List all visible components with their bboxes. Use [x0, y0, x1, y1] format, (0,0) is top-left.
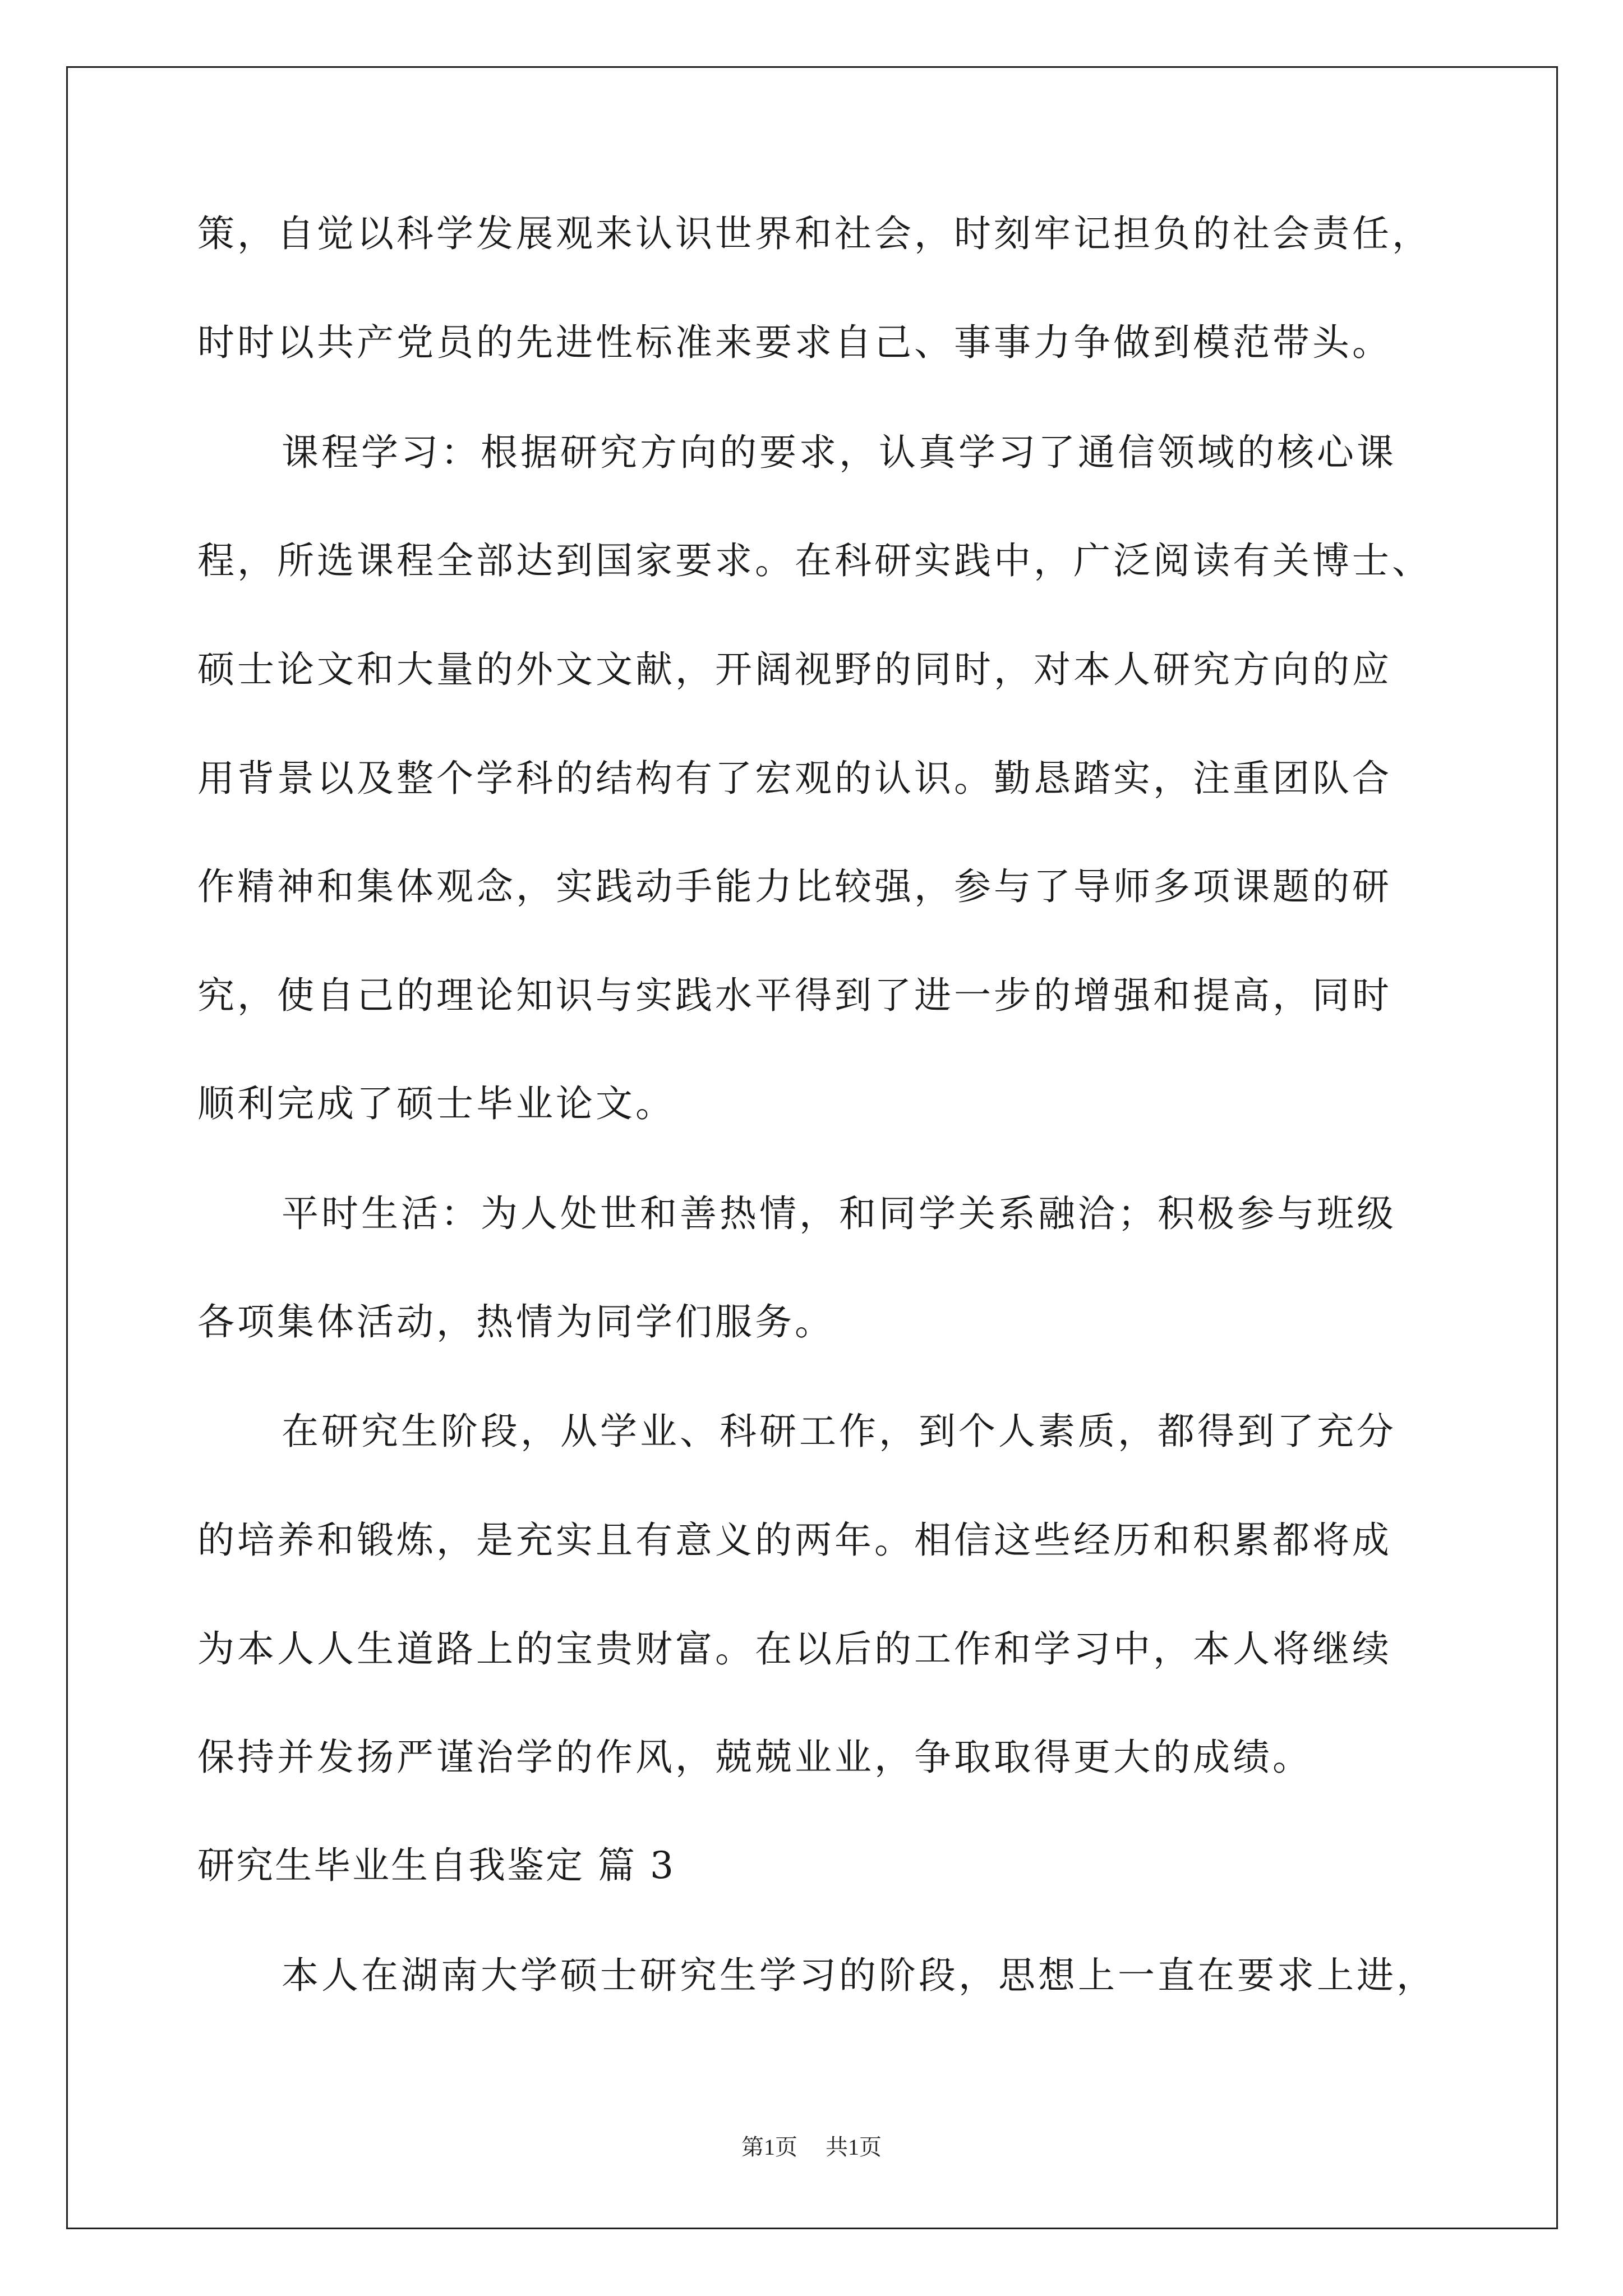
- paragraph-line: 顺利完成了硕士毕业论文。: [197, 1082, 675, 1125]
- paragraph-line: 保持并发扬严谨治学的作风，兢兢业业，争取取得更大的成绩。: [197, 1736, 1312, 1779]
- paragraph-line: 在研究生阶段，从学业、科研工作，到个人素质，都得到了充分: [282, 1410, 1396, 1453]
- paragraph-line: 策，自觉以科学发展观来认识世界和社会，时刻牢记担负的社会责任，: [197, 212, 1432, 255]
- paragraph-line: 平时生活：为人处世和善热情，和同学关系融洽；积极参与班级: [282, 1192, 1396, 1235]
- page-footer: [0, 2136, 1623, 2159]
- paragraph-line: 程，所选课程全部达到国家要求。在科研实践中，广泛阅读有关博士、: [197, 539, 1432, 582]
- section-heading: 研究生毕业生自我鉴定 篇 3: [197, 1844, 675, 1887]
- paragraph-line: 作精神和集体观念，实践动手能力比较强，参与了导师多项课题的研: [197, 865, 1392, 908]
- paragraph-line: 为本人人生道路上的宝贵财富。在以后的工作和学习中，本人将继续: [197, 1627, 1392, 1671]
- paragraph-line: 的培养和锻炼，是充实且有意义的两年。相信这些经历和积累都将成: [197, 1519, 1392, 1562]
- paragraph-line: 用背景以及整个学科的结构有了宏观的认识。勤恳踏实，注重团队合: [197, 757, 1392, 800]
- paragraph-line: 各项集体活动，热情为同学们服务。: [197, 1300, 834, 1343]
- document-body: [197, 212, 1447, 1997]
- paragraph-line: 课程学习：根据研究方向的要求，认真学习了通信领域的核心课: [282, 431, 1396, 474]
- paragraph-line: 究，使自己的理论知识与实践水平得到了进一步的增强和提高，同时: [197, 974, 1392, 1017]
- paragraph-line: 本人在湖南大学硕士研究生学习的阶段，思想上一直在要求上进，: [282, 1954, 1436, 1997]
- paragraph-line: 时时以共产党员的先进性标准来要求自己、事事力争做到模范带头。: [197, 321, 1392, 364]
- page-number-current: 第1页: [741, 2134, 797, 2160]
- page-number-total: 共1页: [826, 2134, 882, 2160]
- paragraph-line: 硕士论文和大量的外文文献，开阔视野的同时，对本人研究方向的应: [197, 648, 1392, 691]
